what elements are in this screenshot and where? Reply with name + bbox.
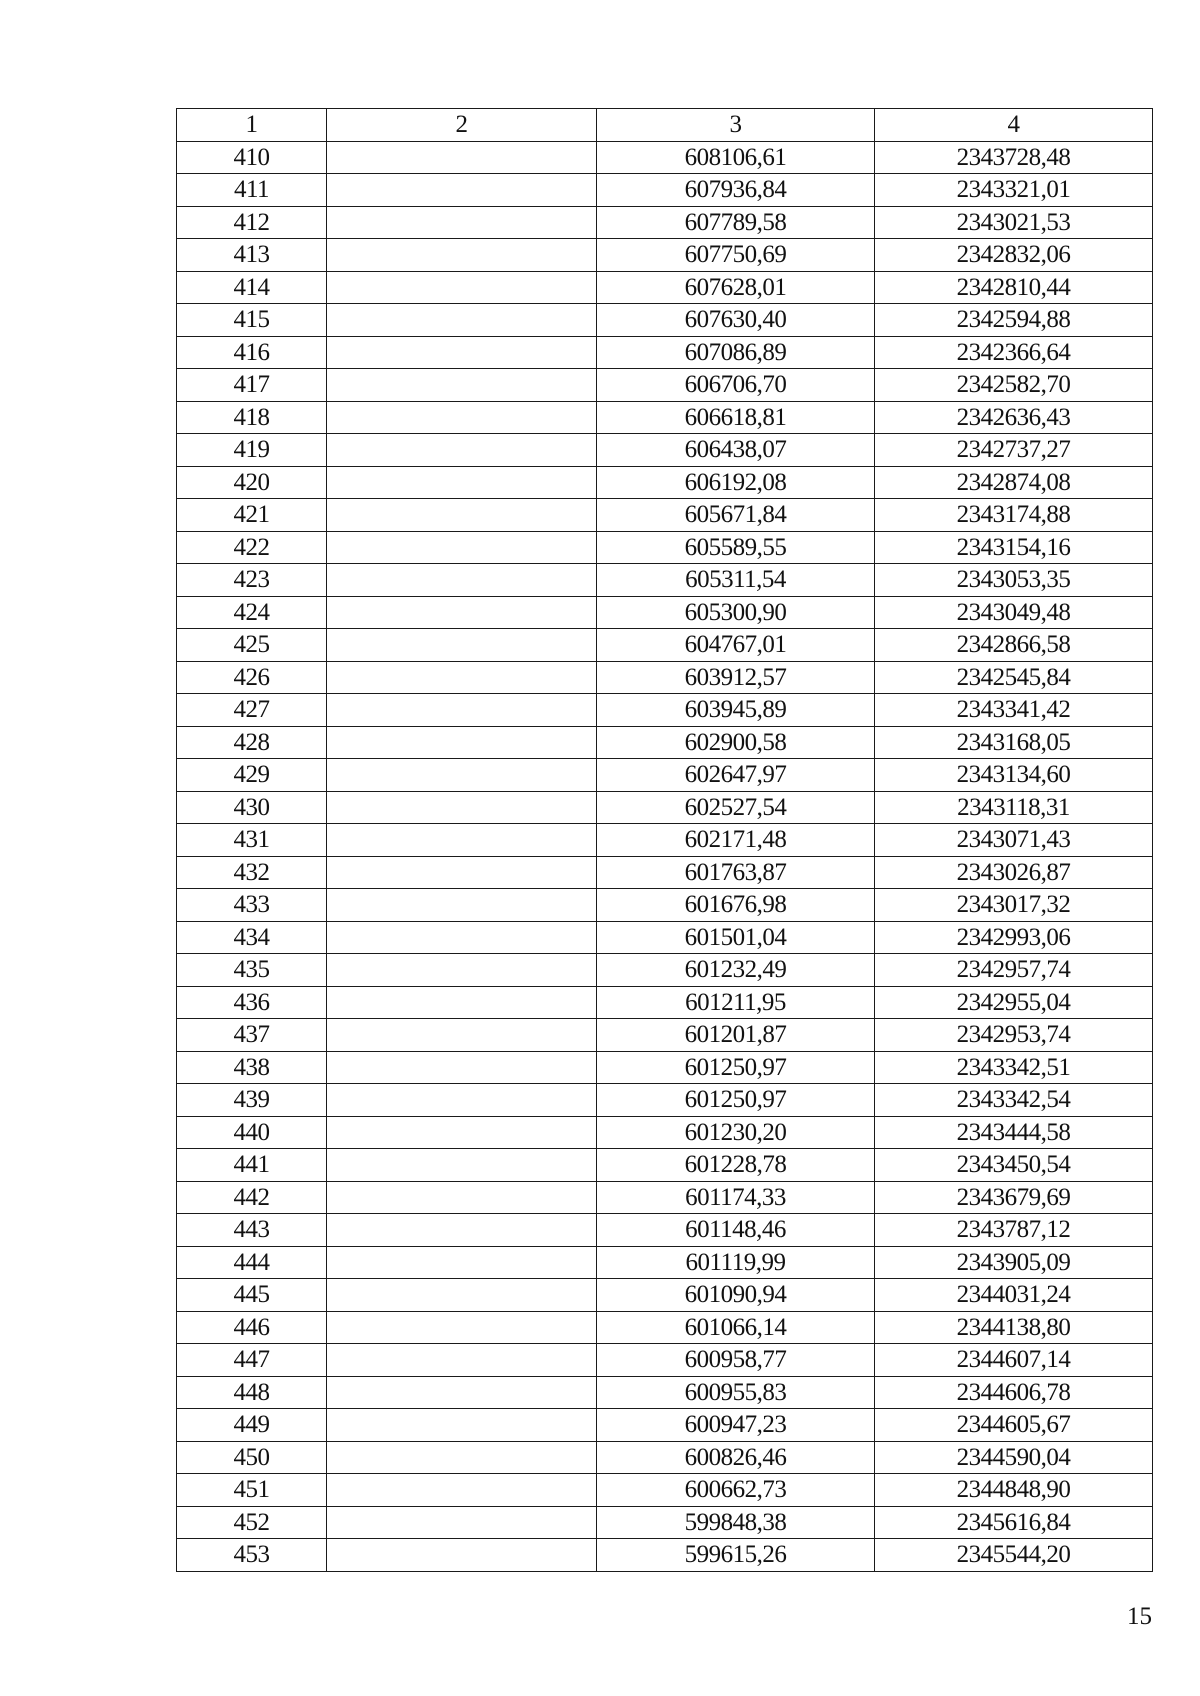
table-row bbox=[177, 466, 1153, 499]
table-row bbox=[177, 629, 1153, 662]
y-coordinate-cell: 2342955,04 bbox=[875, 986, 1153, 1019]
table-row bbox=[177, 1311, 1153, 1344]
x-coordinate-cell: 603912,57 bbox=[597, 661, 875, 694]
empty-cell bbox=[327, 986, 597, 1019]
empty-cell bbox=[327, 791, 597, 824]
x-coordinate-cell: 601119,99 bbox=[597, 1246, 875, 1279]
y-coordinate-cell: 2344607,14 bbox=[875, 1344, 1153, 1377]
table-row bbox=[177, 1116, 1153, 1149]
x-coordinate-cell: 600662,73 bbox=[597, 1474, 875, 1507]
y-coordinate-cell: 2342993,06 bbox=[875, 921, 1153, 954]
table-row bbox=[177, 1441, 1153, 1474]
empty-cell bbox=[327, 531, 597, 564]
x-coordinate-cell: 600947,23 bbox=[597, 1409, 875, 1442]
empty-cell bbox=[327, 824, 597, 857]
point-number-cell: 423 bbox=[177, 564, 327, 597]
empty-cell bbox=[327, 1019, 597, 1052]
x-coordinate-cell: 607936,84 bbox=[597, 174, 875, 207]
point-number-cell: 448 bbox=[177, 1376, 327, 1409]
point-number-cell: 420 bbox=[177, 466, 327, 499]
point-number-cell: 427 bbox=[177, 694, 327, 727]
y-coordinate-cell: 2343049,48 bbox=[875, 596, 1153, 629]
table-row bbox=[177, 1051, 1153, 1084]
empty-cell bbox=[327, 661, 597, 694]
empty-cell bbox=[327, 434, 597, 467]
y-coordinate-cell: 2343787,12 bbox=[875, 1214, 1153, 1247]
x-coordinate-cell: 601228,78 bbox=[597, 1149, 875, 1182]
x-coordinate-cell: 601211,95 bbox=[597, 986, 875, 1019]
table-row bbox=[177, 1474, 1153, 1507]
empty-cell bbox=[327, 856, 597, 889]
y-coordinate-cell: 2344138,80 bbox=[875, 1311, 1153, 1344]
column-header-2: 2 bbox=[327, 109, 597, 142]
table-row bbox=[177, 661, 1153, 694]
point-number-cell: 440 bbox=[177, 1116, 327, 1149]
empty-cell bbox=[327, 694, 597, 727]
empty-cell bbox=[327, 954, 597, 987]
table-row bbox=[177, 889, 1153, 922]
y-coordinate-cell: 2343905,09 bbox=[875, 1246, 1153, 1279]
coordinates-table bbox=[176, 108, 1153, 1572]
table-row bbox=[177, 1279, 1153, 1312]
empty-cell bbox=[327, 1441, 597, 1474]
point-number-cell: 437 bbox=[177, 1019, 327, 1052]
table-row bbox=[177, 531, 1153, 564]
y-coordinate-cell: 2343053,35 bbox=[875, 564, 1153, 597]
point-number-cell: 442 bbox=[177, 1181, 327, 1214]
x-coordinate-cell: 600826,46 bbox=[597, 1441, 875, 1474]
table-row bbox=[177, 141, 1153, 174]
x-coordinate-cell: 601232,49 bbox=[597, 954, 875, 987]
empty-cell bbox=[327, 1116, 597, 1149]
table-row bbox=[177, 986, 1153, 1019]
y-coordinate-cell: 2343321,01 bbox=[875, 174, 1153, 207]
y-coordinate-cell: 2344605,67 bbox=[875, 1409, 1153, 1442]
empty-cell bbox=[327, 336, 597, 369]
x-coordinate-cell: 605311,54 bbox=[597, 564, 875, 597]
point-number-cell: 452 bbox=[177, 1506, 327, 1539]
point-number-cell: 418 bbox=[177, 401, 327, 434]
empty-cell bbox=[327, 1149, 597, 1182]
x-coordinate-cell: 601250,97 bbox=[597, 1051, 875, 1084]
page-number: 15 bbox=[1127, 1603, 1152, 1630]
x-coordinate-cell: 602527,54 bbox=[597, 791, 875, 824]
table-row bbox=[177, 726, 1153, 759]
table-row bbox=[177, 856, 1153, 889]
table-row bbox=[177, 499, 1153, 532]
x-coordinate-cell: 600955,83 bbox=[597, 1376, 875, 1409]
table-row bbox=[177, 174, 1153, 207]
point-number-cell: 435 bbox=[177, 954, 327, 987]
empty-cell bbox=[327, 596, 597, 629]
empty-cell bbox=[327, 466, 597, 499]
y-coordinate-cell: 2344606,78 bbox=[875, 1376, 1153, 1409]
x-coordinate-cell: 601148,46 bbox=[597, 1214, 875, 1247]
x-coordinate-cell: 605671,84 bbox=[597, 499, 875, 532]
x-coordinate-cell: 608106,61 bbox=[597, 141, 875, 174]
point-number-cell: 444 bbox=[177, 1246, 327, 1279]
x-coordinate-cell: 606618,81 bbox=[597, 401, 875, 434]
y-coordinate-cell: 2343017,32 bbox=[875, 889, 1153, 922]
table-body bbox=[177, 141, 1153, 1571]
point-number-cell: 422 bbox=[177, 531, 327, 564]
x-coordinate-cell: 605300,90 bbox=[597, 596, 875, 629]
point-number-cell: 438 bbox=[177, 1051, 327, 1084]
point-number-cell: 419 bbox=[177, 434, 327, 467]
table-row bbox=[177, 239, 1153, 272]
table-row bbox=[177, 1181, 1153, 1214]
x-coordinate-cell: 601090,94 bbox=[597, 1279, 875, 1312]
empty-cell bbox=[327, 759, 597, 792]
empty-cell bbox=[327, 1051, 597, 1084]
table-row bbox=[177, 694, 1153, 727]
x-coordinate-cell: 607628,01 bbox=[597, 271, 875, 304]
column-header-3: 3 bbox=[597, 109, 875, 142]
y-coordinate-cell: 2343174,88 bbox=[875, 499, 1153, 532]
empty-cell bbox=[327, 1409, 597, 1442]
table-row bbox=[177, 1409, 1153, 1442]
point-number-cell: 446 bbox=[177, 1311, 327, 1344]
table-row bbox=[177, 369, 1153, 402]
y-coordinate-cell: 2344848,90 bbox=[875, 1474, 1153, 1507]
y-coordinate-cell: 2343342,54 bbox=[875, 1084, 1153, 1117]
x-coordinate-cell: 602171,48 bbox=[597, 824, 875, 857]
x-coordinate-cell: 607086,89 bbox=[597, 336, 875, 369]
y-coordinate-cell: 2343154,16 bbox=[875, 531, 1153, 564]
x-coordinate-cell: 606438,07 bbox=[597, 434, 875, 467]
x-coordinate-cell: 607750,69 bbox=[597, 239, 875, 272]
table-row bbox=[177, 1344, 1153, 1377]
empty-cell bbox=[327, 499, 597, 532]
table-row bbox=[177, 1376, 1153, 1409]
table-row bbox=[177, 596, 1153, 629]
empty-cell bbox=[327, 726, 597, 759]
column-header-4: 4 bbox=[875, 109, 1153, 142]
y-coordinate-cell: 2345544,20 bbox=[875, 1539, 1153, 1572]
point-number-cell: 414 bbox=[177, 271, 327, 304]
y-coordinate-cell: 2343026,87 bbox=[875, 856, 1153, 889]
y-coordinate-cell: 2343134,60 bbox=[875, 759, 1153, 792]
table-row bbox=[177, 434, 1153, 467]
point-number-cell: 416 bbox=[177, 336, 327, 369]
point-number-cell: 439 bbox=[177, 1084, 327, 1117]
table-row bbox=[177, 1246, 1153, 1279]
empty-cell bbox=[327, 1506, 597, 1539]
empty-cell bbox=[327, 1474, 597, 1507]
x-coordinate-cell: 601201,87 bbox=[597, 1019, 875, 1052]
empty-cell bbox=[327, 1084, 597, 1117]
table-row bbox=[177, 336, 1153, 369]
point-number-cell: 421 bbox=[177, 499, 327, 532]
x-coordinate-cell: 607789,58 bbox=[597, 206, 875, 239]
table-row bbox=[177, 954, 1153, 987]
table-row bbox=[177, 921, 1153, 954]
point-number-cell: 451 bbox=[177, 1474, 327, 1507]
x-coordinate-cell: 601501,04 bbox=[597, 921, 875, 954]
x-coordinate-cell: 601676,98 bbox=[597, 889, 875, 922]
column-header-1: 1 bbox=[177, 109, 327, 142]
x-coordinate-cell: 599615,26 bbox=[597, 1539, 875, 1572]
y-coordinate-cell: 2342810,44 bbox=[875, 271, 1153, 304]
x-coordinate-cell: 603945,89 bbox=[597, 694, 875, 727]
x-coordinate-cell: 607630,40 bbox=[597, 304, 875, 337]
table-row bbox=[177, 1149, 1153, 1182]
table-row bbox=[177, 1506, 1153, 1539]
y-coordinate-cell: 2343342,51 bbox=[875, 1051, 1153, 1084]
point-number-cell: 430 bbox=[177, 791, 327, 824]
point-number-cell: 412 bbox=[177, 206, 327, 239]
empty-cell bbox=[327, 1344, 597, 1377]
x-coordinate-cell: 601250,97 bbox=[597, 1084, 875, 1117]
table-row bbox=[177, 1214, 1153, 1247]
y-coordinate-cell: 2343071,43 bbox=[875, 824, 1153, 857]
empty-cell bbox=[327, 921, 597, 954]
y-coordinate-cell: 2342582,70 bbox=[875, 369, 1153, 402]
y-coordinate-cell: 2343168,05 bbox=[875, 726, 1153, 759]
x-coordinate-cell: 602900,58 bbox=[597, 726, 875, 759]
y-coordinate-cell: 2342594,88 bbox=[875, 304, 1153, 337]
y-coordinate-cell: 2343450,54 bbox=[875, 1149, 1153, 1182]
empty-cell bbox=[327, 369, 597, 402]
y-coordinate-cell: 2343341,42 bbox=[875, 694, 1153, 727]
point-number-cell: 445 bbox=[177, 1279, 327, 1312]
point-number-cell: 429 bbox=[177, 759, 327, 792]
y-coordinate-cell: 2345616,84 bbox=[875, 1506, 1153, 1539]
y-coordinate-cell: 2344031,24 bbox=[875, 1279, 1153, 1312]
point-number-cell: 410 bbox=[177, 141, 327, 174]
empty-cell bbox=[327, 1246, 597, 1279]
point-number-cell: 413 bbox=[177, 239, 327, 272]
x-coordinate-cell: 606706,70 bbox=[597, 369, 875, 402]
y-coordinate-cell: 2343118,31 bbox=[875, 791, 1153, 824]
point-number-cell: 449 bbox=[177, 1409, 327, 1442]
y-coordinate-cell: 2343728,48 bbox=[875, 141, 1153, 174]
empty-cell bbox=[327, 304, 597, 337]
x-coordinate-cell: 602647,97 bbox=[597, 759, 875, 792]
table-row bbox=[177, 1539, 1153, 1572]
point-number-cell: 433 bbox=[177, 889, 327, 922]
table-header bbox=[177, 109, 1153, 142]
y-coordinate-cell: 2343444,58 bbox=[875, 1116, 1153, 1149]
table-row bbox=[177, 824, 1153, 857]
empty-cell bbox=[327, 564, 597, 597]
x-coordinate-cell: 599848,38 bbox=[597, 1506, 875, 1539]
y-coordinate-cell: 2342866,58 bbox=[875, 629, 1153, 662]
table-row bbox=[177, 401, 1153, 434]
empty-cell bbox=[327, 174, 597, 207]
table-row bbox=[177, 1084, 1153, 1117]
table-row bbox=[177, 1019, 1153, 1052]
table-row bbox=[177, 271, 1153, 304]
empty-cell bbox=[327, 239, 597, 272]
y-coordinate-cell: 2343679,69 bbox=[875, 1181, 1153, 1214]
y-coordinate-cell: 2342832,06 bbox=[875, 239, 1153, 272]
point-number-cell: 428 bbox=[177, 726, 327, 759]
point-number-cell: 431 bbox=[177, 824, 327, 857]
empty-cell bbox=[327, 889, 597, 922]
point-number-cell: 432 bbox=[177, 856, 327, 889]
point-number-cell: 411 bbox=[177, 174, 327, 207]
y-coordinate-cell: 2342737,27 bbox=[875, 434, 1153, 467]
empty-cell bbox=[327, 401, 597, 434]
point-number-cell: 425 bbox=[177, 629, 327, 662]
point-number-cell: 415 bbox=[177, 304, 327, 337]
x-coordinate-cell: 601763,87 bbox=[597, 856, 875, 889]
y-coordinate-cell: 2343021,53 bbox=[875, 206, 1153, 239]
table-row bbox=[177, 564, 1153, 597]
point-number-cell: 443 bbox=[177, 1214, 327, 1247]
x-coordinate-cell: 601230,20 bbox=[597, 1116, 875, 1149]
empty-cell bbox=[327, 1279, 597, 1312]
header-row bbox=[177, 109, 1153, 142]
x-coordinate-cell: 604767,01 bbox=[597, 629, 875, 662]
point-number-cell: 434 bbox=[177, 921, 327, 954]
point-number-cell: 417 bbox=[177, 369, 327, 402]
y-coordinate-cell: 2344590,04 bbox=[875, 1441, 1153, 1474]
x-coordinate-cell: 600958,77 bbox=[597, 1344, 875, 1377]
y-coordinate-cell: 2342636,43 bbox=[875, 401, 1153, 434]
point-number-cell: 424 bbox=[177, 596, 327, 629]
empty-cell bbox=[327, 206, 597, 239]
point-number-cell: 436 bbox=[177, 986, 327, 1019]
point-number-cell: 441 bbox=[177, 1149, 327, 1182]
table-row bbox=[177, 206, 1153, 239]
y-coordinate-cell: 2342953,74 bbox=[875, 1019, 1153, 1052]
point-number-cell: 447 bbox=[177, 1344, 327, 1377]
table-row bbox=[177, 759, 1153, 792]
empty-cell bbox=[327, 1311, 597, 1344]
point-number-cell: 450 bbox=[177, 1441, 327, 1474]
y-coordinate-cell: 2342366,64 bbox=[875, 336, 1153, 369]
x-coordinate-cell: 601066,14 bbox=[597, 1311, 875, 1344]
table-row bbox=[177, 791, 1153, 824]
y-coordinate-cell: 2342957,74 bbox=[875, 954, 1153, 987]
empty-cell bbox=[327, 141, 597, 174]
empty-cell bbox=[327, 629, 597, 662]
empty-cell bbox=[327, 1214, 597, 1247]
x-coordinate-cell: 601174,33 bbox=[597, 1181, 875, 1214]
table-row bbox=[177, 304, 1153, 337]
point-number-cell: 453 bbox=[177, 1539, 327, 1572]
y-coordinate-cell: 2342545,84 bbox=[875, 661, 1153, 694]
y-coordinate-cell: 2342874,08 bbox=[875, 466, 1153, 499]
x-coordinate-cell: 605589,55 bbox=[597, 531, 875, 564]
x-coordinate-cell: 606192,08 bbox=[597, 466, 875, 499]
empty-cell bbox=[327, 1376, 597, 1409]
empty-cell bbox=[327, 1539, 597, 1572]
empty-cell bbox=[327, 1181, 597, 1214]
empty-cell bbox=[327, 271, 597, 304]
point-number-cell: 426 bbox=[177, 661, 327, 694]
